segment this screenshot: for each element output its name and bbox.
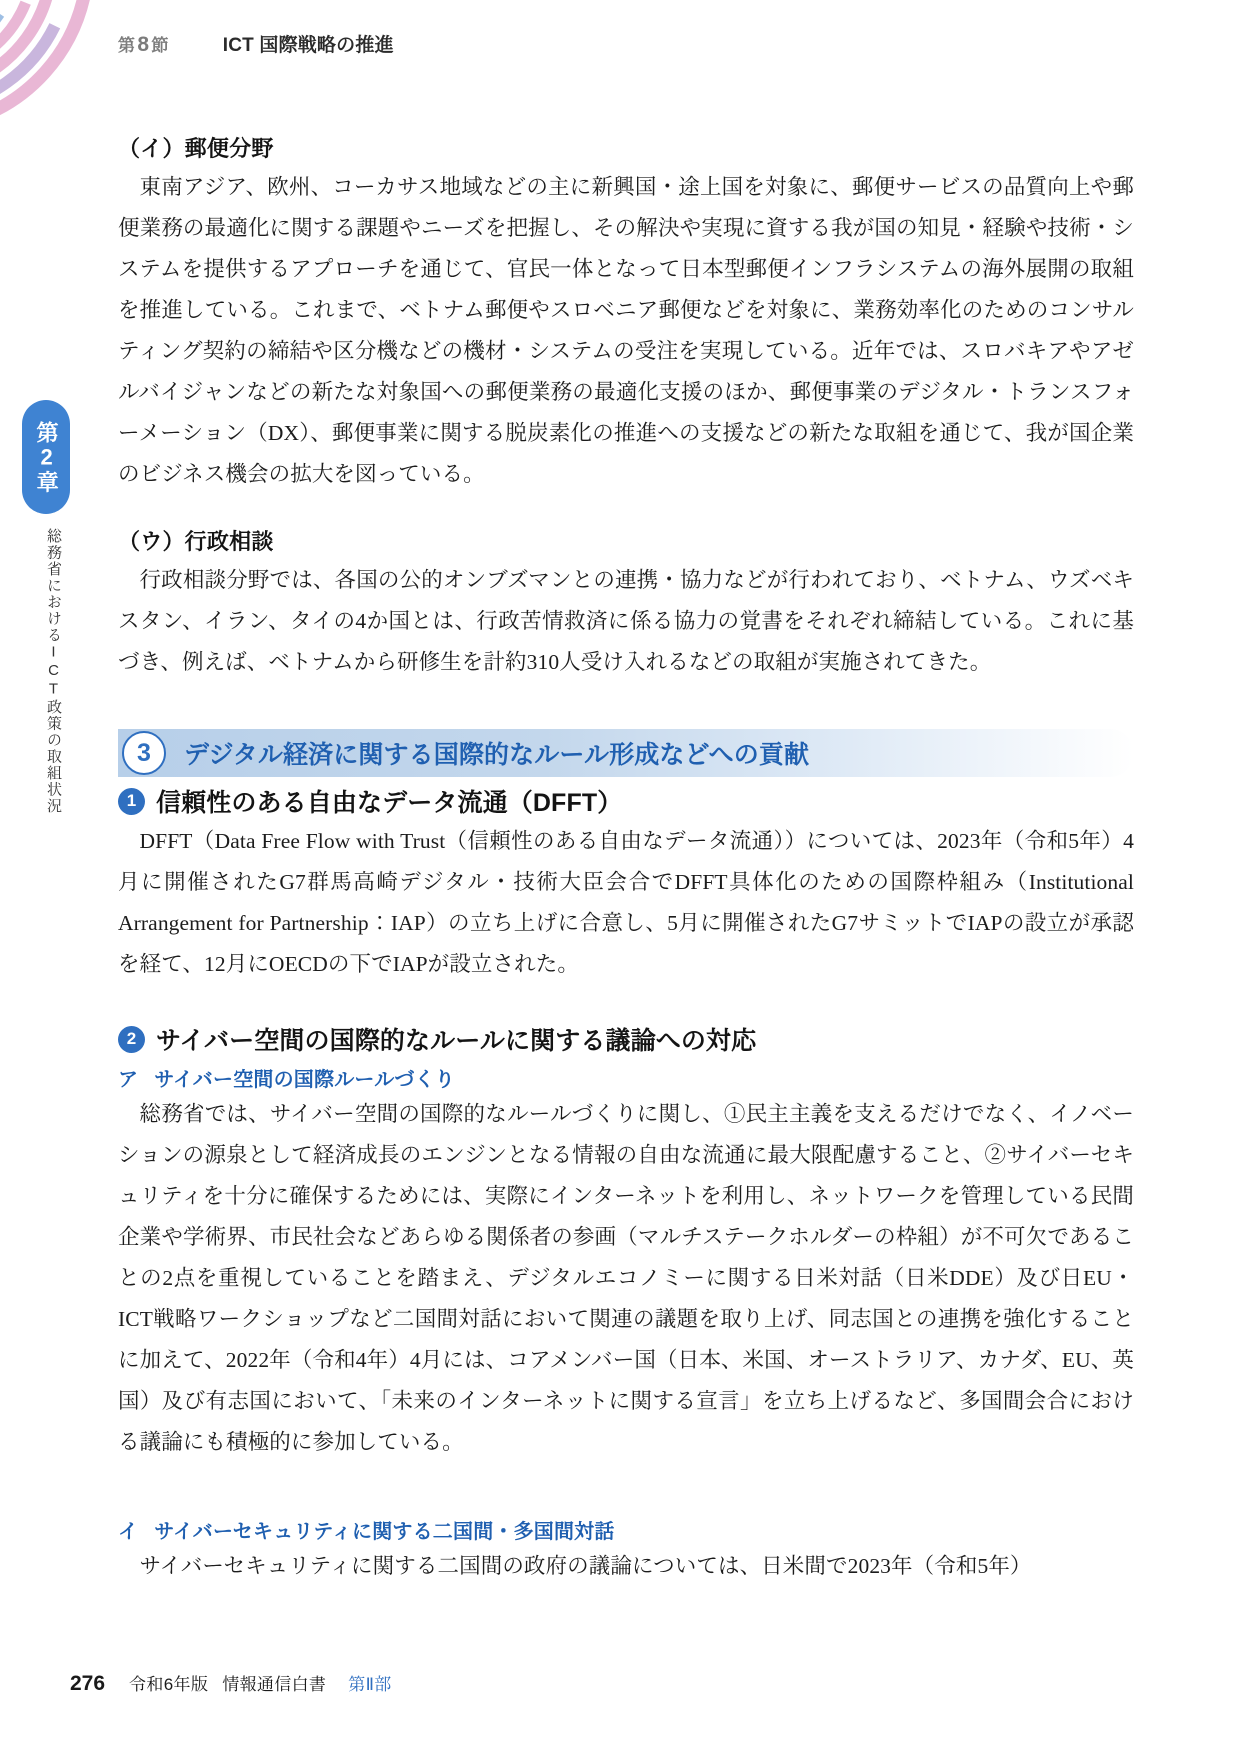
heading-administrative-counseling: （ウ）行政相談 bbox=[118, 529, 274, 554]
banner-number-badge: 3 bbox=[122, 731, 166, 775]
page-footer bbox=[70, 1670, 392, 1696]
footer-document-title: 令和6年版 情報通信白書 bbox=[129, 1675, 327, 1694]
subheading-dfft-title: 信頼性のある自由なデータ流通（DFFT） bbox=[156, 789, 623, 817]
chapter-tab bbox=[22, 400, 70, 514]
running-head-title: ICT 国際戦略の推進 bbox=[222, 35, 394, 56]
chapter-caption: 総務省におけるICT政策の取組状況 bbox=[45, 528, 62, 815]
spacer bbox=[118, 495, 1134, 525]
chapter-tab-label: 第2章 bbox=[34, 420, 60, 494]
kana-heading-b bbox=[118, 1515, 1134, 1544]
subheading-dfft bbox=[118, 783, 1134, 819]
spacer bbox=[118, 1463, 1134, 1509]
running-head-section: 第8 節 bbox=[118, 33, 169, 56]
running-head bbox=[118, 30, 394, 57]
paragraph-cyberspace-a: 総務省では、サイバー空間の国際的なルールづくりに関し、①民主主義を支えるだけでなく、イノベーションの源泉として経済成長のエンジンとなる情報の自由な流通に最大限配慮すること、②サイバーセキュリティを十分に確保するためには、実際にインターネットを利用し、ネットワークを管理している民間企業や学術界、市民社会などあらゆる関係者の参画（マルチステークホルダーの枠組）が不可欠であることの2点を重視していることを踏まえ、デジタルエコノミーに関する日米対話（日米DDE）及び日EU・ICT戦略ワークショップなど二国間対話において関連の議題を取り上げ、同志国との連携を強化することに加えて、2022年（令和4年）4月には、コアメンバー国（日本、米国、オーストラリア、カナダ、EU、英国）及び有志国において、「未来のインターネットに関する宣言」を立ち上げるなど、多国間会合における議論にも積極的に参加している。 bbox=[118, 1102, 1134, 1454]
banner-title: デジタル経済に関する国際的なルール形成などへの貢献 bbox=[184, 741, 810, 769]
paragraph-postal: 東南アジア、欧州、コーカサス地域などの主に新興国・途上国を対象に、郵便サービスの品質向上や郵便業務の最適化に関する課題やニーズを把握し、その解決や実現に資する我が国の知見・経験や技術・システムを提供するアプローチを通じて、官民一体となって日本型郵便インフラシステムの海外展開の取組を推進している。これまで、ベトナム郵便やスロベニア郵便などを対象に、業務効率化のためのコンサルティング契約の締結や区分機などの機材・システムの受注を実現している。近年では、スロバキアやアゼルバイジャンなどの新たな対象国への郵便業務の最適化支援のほか、郵便事業のデジタル・トランスフォーメーション（DX）、郵便事業に関する脱炭素化の推進への支援などの新たな取組を通じて、我が国企業のビジネス機会の拡大を図っている。 bbox=[118, 175, 1134, 486]
spacer bbox=[118, 985, 1134, 1015]
kana-heading-b-title: サイバーセキュリティに関する二国間・多国間対話 bbox=[154, 1521, 615, 1543]
paragraph-dfft: DFFT（Data Free Flow with Trust（信頼性のある自由なデータ流通））については、2023年（令和5年）4月に開催されたG7群馬高崎デジタル・技術大臣会合でDFFT具体化のための国際枠組み（Institutional Arrangement for Partnership：IAP）の立ち上げに合意し、5月に開催されたG7サミットでIAPの設立が承認を経て、12月にOECDの下でIAPが設立された。 bbox=[118, 829, 1134, 976]
subheading-badge-2: 2 bbox=[118, 1026, 145, 1053]
footer-page-number: 276 bbox=[70, 1672, 106, 1695]
kana-heading-a bbox=[118, 1063, 1134, 1092]
subheading-cyberspace-title: サイバー空間の国際的なルールに関する議論への対応 bbox=[156, 1027, 757, 1055]
footer-part: 第Ⅱ部 bbox=[348, 1675, 392, 1694]
heading-postal: （イ）郵便分野 bbox=[118, 136, 274, 161]
kana-heading-a-mark: ア bbox=[118, 1069, 139, 1091]
spacer bbox=[118, 683, 1134, 729]
subheading-badge-1: 1 bbox=[118, 788, 145, 815]
section-banner-3 bbox=[118, 729, 1134, 777]
paragraph-administrative-counseling: 行政相談分野では、各国の公的オンブズマンとの連携・協力などが行われており、ベトナム、ウズベキスタン、イラン、タイの4か国とは、行政苦情救済に係る協力の覚書をそれぞれ締結している。これに基づき、例えば、ベトナムから研修生を計約310人受け入れるなどの取組が実施されてきた。 bbox=[118, 568, 1134, 674]
main-content bbox=[118, 132, 1134, 1587]
paragraph-cyberspace-b: サイバーセキュリティに関する二国間の政府の議論については、日米間で2023年（令和5年） bbox=[139, 1554, 1032, 1578]
kana-heading-a-title: サイバー空間の国際ルールづくり bbox=[154, 1069, 456, 1091]
subheading-cyberspace bbox=[118, 1021, 1134, 1057]
kana-heading-b-mark: イ bbox=[118, 1521, 139, 1543]
